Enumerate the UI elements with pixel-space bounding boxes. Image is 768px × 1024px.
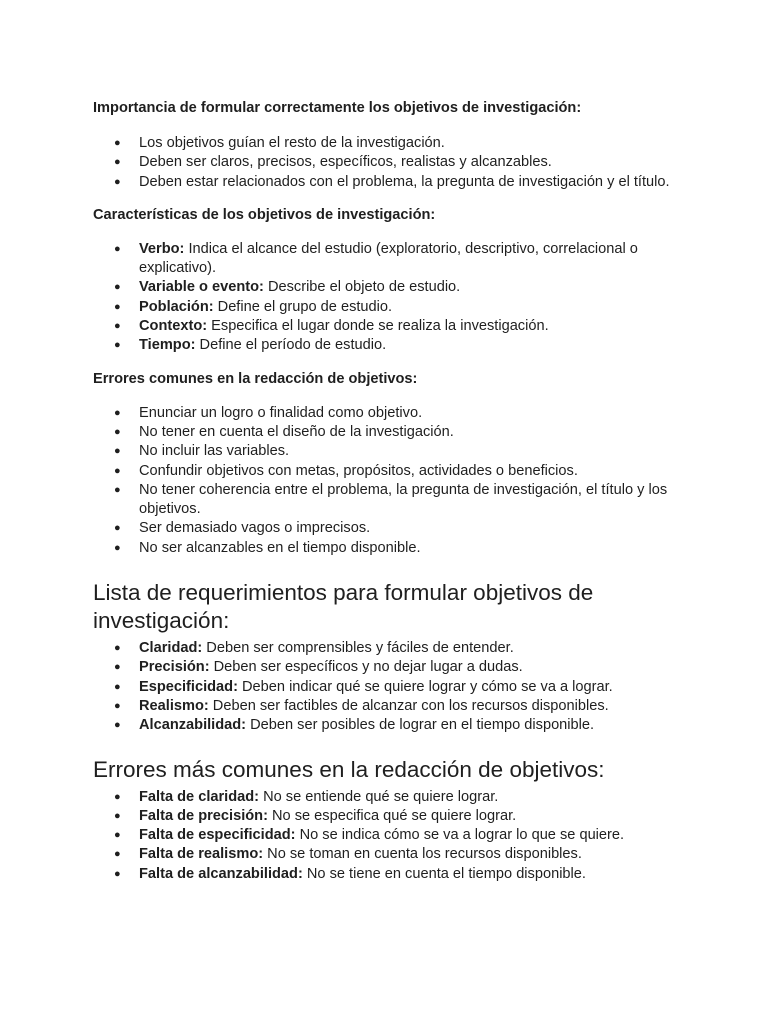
- list-item: [93, 240, 683, 279]
- item-term: Variable o evento:: [139, 279, 264, 296]
- bullet-icon: ●: [114, 867, 121, 880]
- item-term: Falta de realismo:: [139, 846, 264, 863]
- bullet-icon: ●: [114, 809, 121, 822]
- bullet-icon: ●: [114, 281, 121, 294]
- list-item: [93, 298, 683, 317]
- list-item: [93, 134, 683, 153]
- item-text: Deben ser factibles de alcanzar con los recursos disponibles.: [208, 697, 609, 714]
- list-item: [93, 153, 683, 172]
- item-text: Deben ser comprensibles y fáciles de entender.: [202, 640, 514, 657]
- item-term: Tiempo:: [139, 337, 196, 354]
- item-text: No se tiene en cuenta el tiempo disponible.: [302, 865, 586, 882]
- importancia-list: [93, 134, 683, 192]
- item-text: No se indica cómo se va a lograr lo que se quiere.: [295, 827, 625, 844]
- list-item: [93, 173, 683, 192]
- bullet-icon: ●: [114, 541, 121, 554]
- bullet-icon: ●: [114, 339, 121, 352]
- bullet-icon: ●: [114, 848, 121, 861]
- list-item: [93, 697, 683, 716]
- item-text: No incluir las variables.: [139, 443, 290, 460]
- list-item: [93, 826, 683, 845]
- bullet-icon: ●: [114, 680, 121, 693]
- errores-mas-comunes-list: [93, 788, 683, 884]
- section-heading-caracteristicas: Características de los objetivos de investigación:: [93, 206, 436, 223]
- list-item: [93, 317, 683, 336]
- caracteristicas-list: [93, 240, 683, 356]
- bullet-icon: ●: [114, 483, 121, 496]
- item-term: Verbo:: [139, 240, 185, 257]
- item-term: Falta de especificidad:: [139, 827, 296, 844]
- list-item: [93, 404, 683, 423]
- bullet-icon: ●: [114, 719, 121, 732]
- item-term: Población:: [139, 298, 214, 315]
- bullet-icon: ●: [114, 642, 121, 655]
- item-term: Especificidad:: [139, 678, 238, 695]
- bullet-icon: ●: [114, 829, 121, 842]
- bullet-icon: ●: [114, 464, 121, 477]
- item-term: Claridad:: [139, 640, 203, 657]
- item-text: No tener en cuenta el diseño de la investigación.: [139, 423, 454, 440]
- bullet-icon: ●: [114, 175, 121, 188]
- document-page: [93, 99, 683, 884]
- item-term: Falta de claridad:: [139, 788, 260, 805]
- item-text: Deben ser claros, precisos, específicos, realistas y alcanzables.: [139, 154, 552, 171]
- bullet-icon: ●: [114, 445, 121, 458]
- item-term: Precisión:: [139, 659, 210, 676]
- bullet-icon: ●: [114, 790, 121, 803]
- list-item: [93, 678, 683, 697]
- section-heading-errores-mas-comunes: Errores más comunes en la redacción de objetivos:: [93, 756, 605, 782]
- list-item: [93, 865, 683, 884]
- item-text: Define el grupo de estudio.: [213, 298, 393, 315]
- bullet-icon: ●: [114, 425, 121, 438]
- bullet-icon: ●: [114, 406, 121, 419]
- item-text: No ser alcanzables en el tiempo disponible.: [139, 539, 421, 556]
- bullet-icon: ●: [114, 661, 121, 674]
- item-text: No se toman en cuenta los recursos disponibles.: [263, 846, 582, 863]
- item-text: Deben estar relacionados con el problema, la pregunta de investigación y el título.: [139, 173, 670, 190]
- list-item: [93, 807, 683, 826]
- errores-comunes-list: [93, 404, 683, 558]
- item-term: Falta de precisión:: [139, 807, 268, 824]
- requerimientos-list: [93, 639, 683, 735]
- item-text: Deben ser específicos y no dejar lugar a dudas.: [209, 659, 523, 676]
- list-item: [93, 539, 683, 558]
- bullet-icon: ●: [114, 699, 121, 712]
- section-heading-errores-comunes: Errores comunes en la redacción de objetivos:: [93, 370, 418, 387]
- item-text: Indica el alcance del estudio (exploratorio, descriptivo, correlacional o explicativo).: [139, 240, 638, 277]
- item-term: Alcanzabilidad:: [139, 717, 247, 734]
- bullet-icon: ●: [114, 300, 121, 313]
- item-text: No tener coherencia entre el problema, la pregunta de investigación, el título y los objetivos.: [139, 481, 668, 518]
- item-text: Deben ser posibles de lograr en el tiempo disponible.: [246, 717, 595, 734]
- list-item: [93, 845, 683, 864]
- item-text: Define el período de estudio.: [195, 337, 387, 354]
- item-term: Contexto:: [139, 318, 208, 335]
- bullet-icon: ●: [114, 522, 121, 535]
- list-item: [93, 788, 683, 807]
- item-text: No se especifica qué se quiere lograr.: [267, 807, 517, 824]
- list-item: [93, 716, 683, 735]
- list-item: [93, 336, 683, 355]
- bullet-icon: ●: [114, 137, 121, 149]
- section-heading-requerimientos: Lista de requerimientos para formular objetivos de investigación:: [93, 580, 594, 634]
- item-text: Los objetivos guían el resto de la investigación.: [139, 135, 445, 151]
- list-item: [93, 658, 683, 677]
- list-item: [93, 442, 683, 461]
- list-item: [93, 481, 683, 520]
- bullet-icon: ●: [114, 156, 121, 169]
- item-term: Realismo:: [139, 697, 209, 714]
- item-text: Deben indicar qué se quiere lograr y cómo se va a lograr.: [237, 678, 613, 695]
- section-heading-importancia: Importancia de formular correctamente los objetivos de investigación:: [93, 100, 582, 116]
- item-term: Falta de alcanzabilidad:: [139, 865, 303, 882]
- list-item: [93, 423, 683, 442]
- item-text: Enunciar un logro o finalidad como objetivo.: [139, 404, 423, 421]
- item-text: Especifica el lugar donde se realiza la investigación.: [207, 318, 549, 335]
- list-item: [93, 639, 683, 658]
- item-text: No se entiende qué se quiere lograr.: [259, 788, 499, 805]
- item-text: Confundir objetivos con metas, propósitos, actividades o beneficios.: [139, 462, 578, 479]
- list-item: [93, 462, 683, 481]
- list-item: [93, 519, 683, 538]
- item-text: Describe el objeto de estudio.: [263, 279, 461, 296]
- bullet-icon: ●: [114, 320, 121, 333]
- list-item: [93, 278, 683, 297]
- item-text: Ser demasiado vagos o imprecisos.: [139, 520, 371, 537]
- bullet-icon: ●: [114, 242, 121, 255]
